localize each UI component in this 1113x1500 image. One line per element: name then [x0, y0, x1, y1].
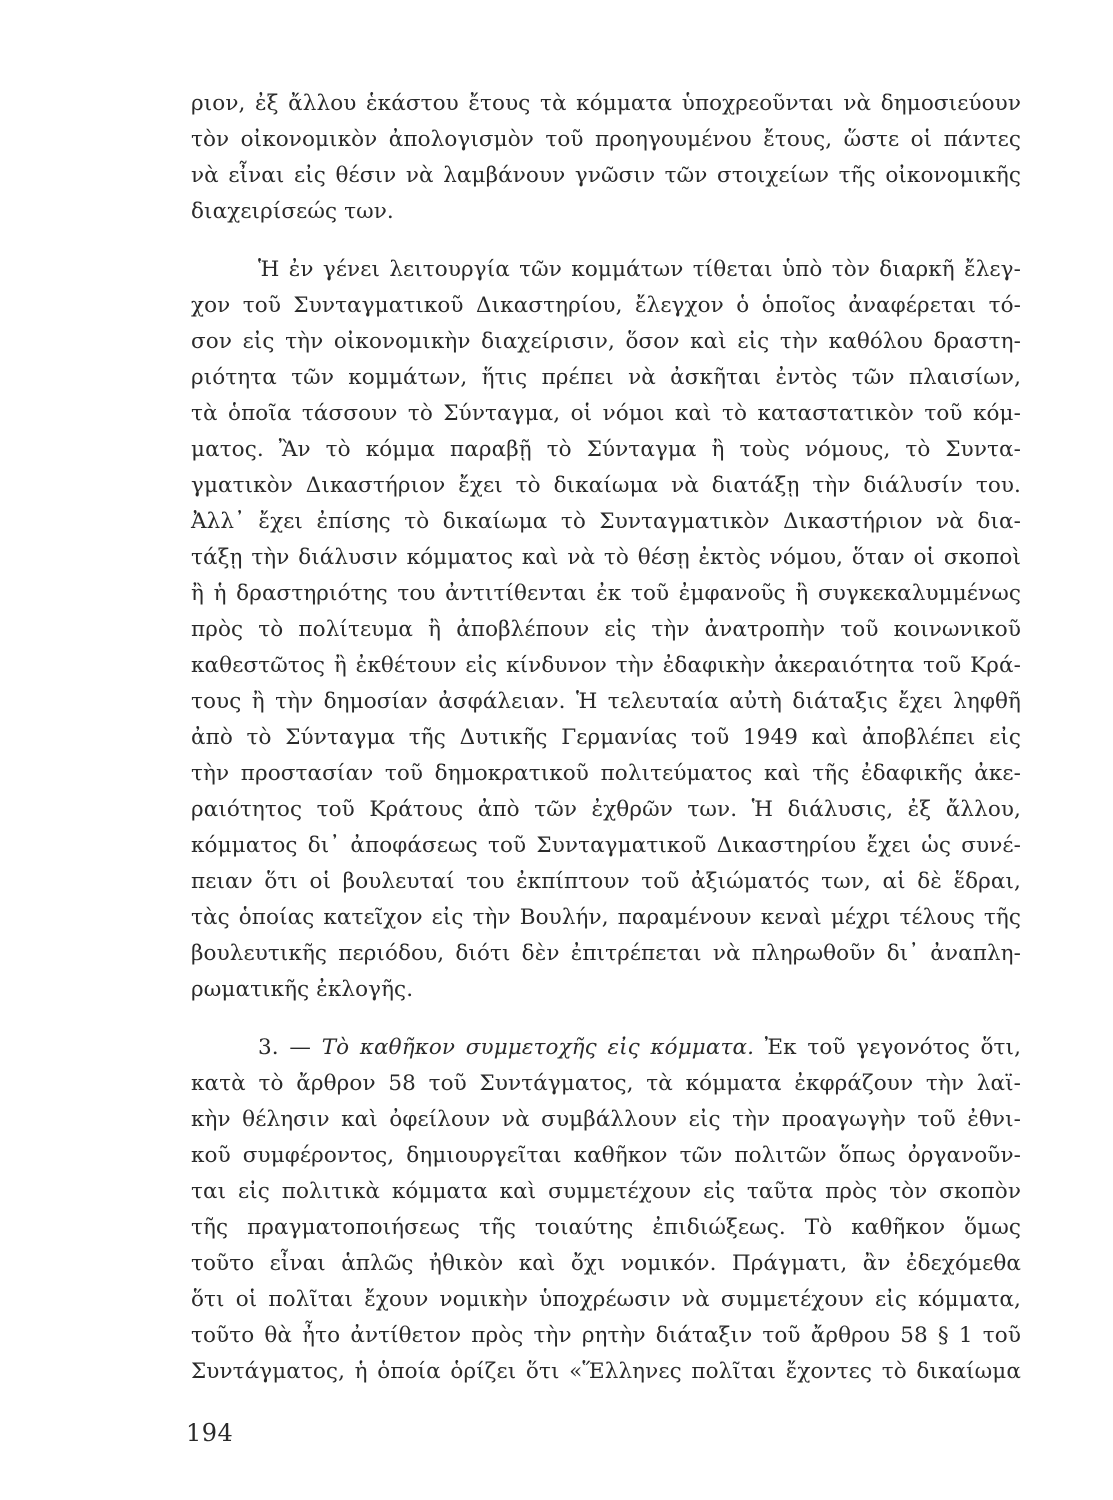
text-line: ἢ ἡ δραστηριότης του ἀντιτίθενται ἐκ τοῦ ἐμφανοῦς ἢ συγκεκαλυμμένως — [191, 581, 1021, 606]
page-number: 194 — [186, 1419, 234, 1447]
text-line: τὰς ὁποίας κατεῖχον εἰς τὴν Βουλήν, παραμένουν κεναὶ μέχρι τέλους τῆς — [191, 905, 1021, 930]
text-line: τοῦτο θὰ ἦτο ἀντίθετον πρὸς τὴν ρητὴν διάταξιν τοῦ ἄρθρου 58 § 1 τοῦ — [191, 1323, 1021, 1348]
text-line: τὰ ὁποῖα τάσσουν τὸ Σύνταγμα, οἱ νόμοι καὶ τὸ καταστατικὸν τοῦ κόμ- — [191, 401, 1021, 426]
text-line: τους ἢ τὴν δημοσίαν ἀσφάλειαν. Ἡ τελευταία αὐτὴ διάταξις ἔχει ληφθῆ — [191, 689, 1021, 714]
text-line: ματος. Ἂν τὸ κόμμα παραβῇ τὸ Σύνταγμα ἢ τοὺς νόμους, τὸ Συντα- — [191, 437, 1021, 462]
text-line: κοῦ συμφέροντος, δημιουργεῖται καθῆκον τῶν πολιτῶν ὅπως ὀργανοῦν- — [191, 1143, 1021, 1168]
text-line: τάξῃ τὴν διάλυσιν κόμματος καὶ νὰ τὸ θέσῃ ἐκτὸς νόμου, ὅταν οἱ σκοποὶ — [191, 545, 1021, 570]
text-line: πρὸς τὸ πολίτευμα ἢ ἀποβλέπουν εἰς τὴν ἀνατροπὴν τοῦ κοινωνικοῦ — [191, 617, 1021, 642]
text-line: κὴν θέλησιν καὶ ὀφείλουν νὰ συμβάλλουν εἰς τὴν προαγωγὴν τοῦ ἐθνι- — [191, 1107, 1021, 1132]
text-line: τὴν προστασίαν τοῦ δημοκρατικοῦ πολιτεύματος καὶ τῆς ἐδαφικῆς ἀκε- — [191, 761, 1021, 786]
text-line: χον τοῦ Συνταγματικοῦ Δικαστηρίου, ἔλεγχον ὁ ὁποῖος ἀναφέρεται τό- — [191, 293, 1021, 318]
text-line: νὰ εἶναι εἰς θέσιν νὰ λαμβάνουν γνῶσιν τῶν στοιχείων τῆς οἰκονομικῆς — [191, 163, 1021, 188]
text-line: ραιότητος τοῦ Κράτους ἀπὸ τῶν ἐχθρῶν των. Ἡ διάλυσις, ἐξ ἄλλου, — [191, 797, 1021, 822]
text-line: διαχειρίσεώς των. — [191, 199, 394, 224]
text-line: βουλευτικῆς περιόδου, διότι δὲν ἐπιτρέπεται νὰ πληρωθοῦν δι᾽ ἀναπλη- — [191, 941, 1021, 966]
text-line: Ἀλλ᾽ ἔχει ἐπίσης τὸ δικαίωμα τὸ Συνταγματικὸν Δικαστήριον νὰ δια- — [191, 509, 1021, 534]
section-heading-rest: Ἐκ τοῦ γεγονότος ὅτι, — [764, 1035, 1022, 1060]
section-heading-line — [258, 1033, 1021, 1063]
paragraph-start-line: Ἡ ἐν γένει λειτουργία τῶν κομμάτων τίθεται ὑπὸ τὸν διαρκῆ ἔλεγ- — [258, 257, 1021, 282]
text-line: καθεστῶτος ἢ ἐκθέτουν εἰς κίνδυνον τὴν ἐδαφικὴν ἀκεραιότητα τοῦ Κρά- — [191, 653, 1021, 678]
text-line: τὸν οἰκονομικὸν ἀπολογισμὸν τοῦ προηγουμένου ἔτους, ὥστε οἱ πάντες — [191, 127, 1021, 152]
text-line: τῆς πραγματοποιήσεως τῆς τοιαύτης ἐπιδιώξεως. Τὸ καθῆκον ὅμως — [191, 1215, 1021, 1240]
text-line: ριον, ἐξ ἄλλου ἑκάστου ἔτους τὰ κόμματα ὑποχρεοῦνται νὰ δημοσιεύουν — [191, 91, 1021, 116]
text-line: γματικὸν Δικαστήριον ἔχει τὸ δικαίωμα νὰ διατάξῃ τὴν διάλυσίν του. — [191, 473, 1021, 498]
text-line: ἀπὸ τὸ Σύνταγμα τῆς Δυτικῆς Γερμανίας τοῦ 1949 καὶ ἀποβλέπει εἰς — [191, 725, 1021, 750]
text-line: ὅτι οἱ πολῖται ἔχουν νομικὴν ὑποχρέωσιν νὰ συμμετέχουν εἰς κόμματα, — [191, 1287, 1021, 1312]
text-line: σον εἰς τὴν οἰκονομικὴν διαχείρισιν, ὅσον καὶ εἰς τὴν καθόλου δραστη- — [191, 329, 1021, 354]
section-title: Τὸ καθῆκον συμμετοχῆς εἰς κόμματα. — [321, 1035, 755, 1060]
text-line: ριότητα τῶν κομμάτων, ἥτις πρέπει νὰ ἀσκῆται ἐντὸς τῶν πλαισίων, — [191, 365, 1021, 390]
text-line: κόμματος δι᾽ ἀποφάσεως τοῦ Συνταγματικοῦ Δικαστηρίου ἔχει ὡς συνέ- — [191, 833, 1021, 858]
text-line: Συντάγματος, ἡ ὁποία ὁρίζει ὅτι «Ἕλληνες πολῖται ἔχοντες τὸ δικαίωμα — [191, 1359, 1021, 1384]
text-line: κατὰ τὸ ἄρθρον 58 τοῦ Συντάγματος, τὰ κόμματα ἐκφράζουν τὴν λαϊ- — [191, 1071, 1021, 1096]
text-line: ρωματικῆς ἐκλογῆς. — [191, 977, 414, 1002]
text-line: τοῦτο εἶναι ἁπλῶς ἠθικὸν καὶ ὄχι νομικόν. Πράγματι, ἂν ἐδεχόμεθα — [191, 1251, 1021, 1276]
section-number: 3. — — [258, 1035, 311, 1060]
text-line: ται εἰς πολιτικὰ κόμματα καὶ συμμετέχουν εἰς ταῦτα πρὸς τὸν σκοπὸν — [191, 1179, 1021, 1204]
text-line: πειαν ὅτι οἱ βουλευταί του ἐκπίπτουν τοῦ ἀξιώματός των, αἱ δὲ ἕδραι, — [191, 869, 1021, 894]
